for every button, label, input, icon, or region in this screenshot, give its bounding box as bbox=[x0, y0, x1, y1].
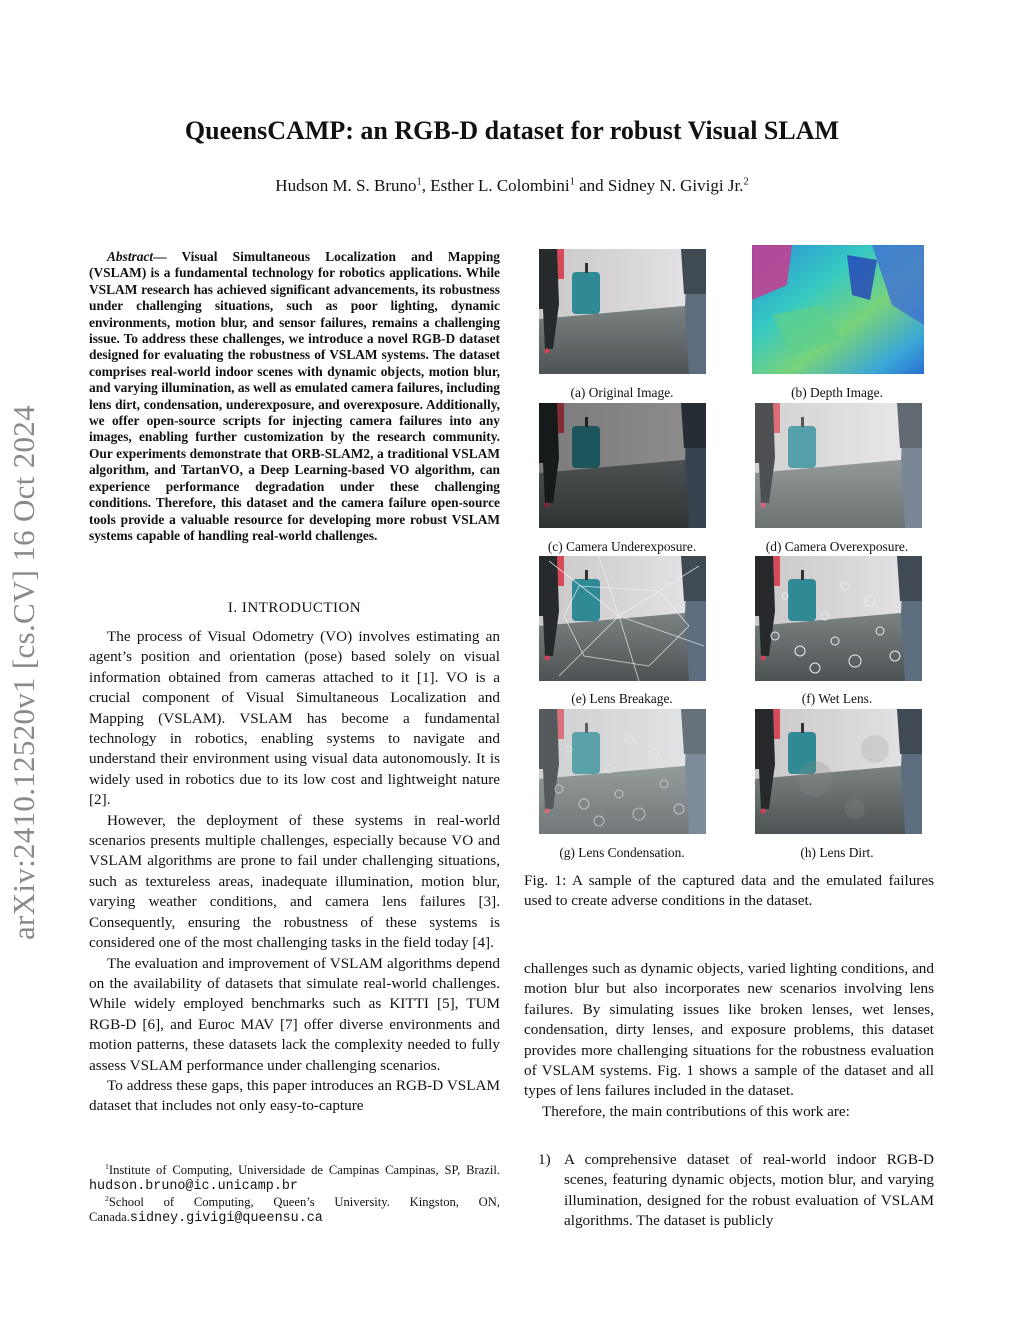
figure-lens-dirt bbox=[755, 709, 922, 834]
subfigure-caption: (a) Original Image. bbox=[570, 385, 674, 400]
subfigure-caption: (c) Camera Underexposure. bbox=[547, 539, 697, 554]
subfigure-caption: (h) Lens Dirt. bbox=[800, 845, 874, 860]
author-name: Esther L. Colombini bbox=[430, 176, 570, 195]
figure-label: Fig. 1: bbox=[524, 872, 567, 889]
paper-title: QueensCAMP: an RGB-D dataset for robust Visual SLAM bbox=[184, 116, 840, 145]
author-name: Sidney N. Givigi Jr. bbox=[607, 176, 744, 195]
figure-wet-lens bbox=[755, 556, 922, 681]
footnote-text: School of Computing, Queen’s University. Kingston, ON, Canada. bbox=[89, 1194, 500, 1225]
section-heading: I. INTRODUCTION bbox=[227, 600, 362, 616]
figure-lens-breakage bbox=[539, 556, 706, 681]
paragraph: However, the deployment of these systems in real-world scenarios presents multiple challenges, especially because VO and VSLAM algorithms are prone to fail under challenging situations, such as textureless areas, inadequate illumination, motion blur, varying weather conditions, and camera lens failures [3]. Consequently, ensuring the robustness of these systems is considered one of the most challenging tasks in the field today [4]. bbox=[89, 811, 500, 952]
email-link[interactable]: hudson.bruno@ic.unicamp.br bbox=[89, 1179, 298, 1195]
footnote-mark: 1 bbox=[105, 1161, 109, 1171]
subfigure-caption: (e) Lens Breakage. bbox=[571, 691, 673, 706]
figure-caption-text: A sample of the captured data and the emulated failures used to create adverse conditions in the dataset. bbox=[524, 872, 934, 909]
footnote bbox=[89, 1163, 500, 1195]
paragraph: The process of Visual Odometry (VO) involves estimating an agent’s position and orientation (pose) based solely on visual information obtained from cameras attached to it [1]. VO is a crucial component of Visual Simultaneous Localization and Mapping (VSLAM). VSLAM has become a fundamental technology in robotics, enabling systems to navigate and understand their environment using visual data autonomously. It is widely used in robotics due to its low cost and lightweight nature [2]. bbox=[89, 628, 500, 809]
subfigure-caption: (g) Lens Condensation. bbox=[559, 845, 685, 860]
arxiv-identifier: arXiv:2410.12520v1 [cs.CV] 16 Oct 2024 bbox=[6, 405, 41, 940]
paragraph: The evaluation and improvement of VSLAM algorithms depend on the availability of datasets that simulate real-world challenges. While widely employed benchmarks such as KITTI [5], TUM RGB-D [6], and Euroc MAV [7] offer diverse environments and motion patterns, these datasets lack the complexity needed to fully assess VSLAM performance under challenging scenarios. bbox=[89, 954, 500, 1074]
figure-camera-underexposure bbox=[539, 403, 706, 528]
author-name: Hudson M. S. Bruno bbox=[275, 176, 417, 195]
paragraph: challenges such as dynamic objects, varied lighting conditions, and motion blur but also incorporates new scenarios involving lens failures. By simulating issues like broken lenses, wet lenses, condensation, dirty lenses, and exposure problems, this dataset provides more challenging situations for the robustness evaluation of VSLAM systems. Fig. 1 shows a sample of the dataset and all types of lens failures included in the dataset. bbox=[524, 960, 934, 1100]
contributions-list bbox=[524, 1150, 934, 1232]
author-separator: , bbox=[421, 176, 431, 195]
subfigure-caption: (b) Depth Image. bbox=[791, 385, 883, 400]
abstract-text: — Visual Simultaneous Localization and Mapping (VSLAM) is a fundamental technology for robotics applications. While VSLAM research has achieved significant advancements, its robustness under challenging situations, such as poor lighting, dynamic environments, motion blur, and sensor failures, remains a challenging issue. To address these challenges, we introduce a novel RGB-D dataset designed for evaluating the robustness of VSLAM systems. The dataset comprises real-world indoor scenes with dynamic objects, motion blur, and varying illumination, as well as emulated camera failures, including lens dirt, condensation, underexposure, and overexposure. Additionally, we offer open-source scripts for injecting camera failures into any images, enabling further customization by the research community. Our experiments demonstrate that ORB-SLAM2, a traditional VSLAM algorithm, and TartanVO, a Deep Learning-based VO algorithm, can experience performance degradation under these challenging conditions. Therefore, this dataset and the camera failure open-source tools provide a valuable resource for developing more robust VSLAM systems capable of handling real-world challenges. bbox=[89, 249, 500, 543]
subfigure-caption: (f) Wet Lens. bbox=[801, 691, 873, 706]
footnote-text: Institute of Computing, Universidade de Campinas Campinas, SP, Brazil. bbox=[108, 1163, 500, 1177]
figure-lens-condensation bbox=[539, 709, 706, 834]
paragraph: To address these gaps, this paper introduces an RGB-D VSLAM dataset that includes not only easy-to-capture bbox=[89, 1076, 500, 1115]
author-list bbox=[0, 176, 1024, 196]
figure-camera-overexposure bbox=[755, 403, 922, 528]
affiliation-mark: 1 bbox=[569, 176, 575, 188]
footnote-mark: 2 bbox=[105, 1193, 109, 1203]
list-number: 1) bbox=[538, 1151, 551, 1168]
figure-original-image bbox=[539, 249, 706, 374]
abstract-label: Abstract bbox=[107, 249, 154, 264]
abstract bbox=[89, 249, 500, 544]
intro-body bbox=[89, 627, 500, 1117]
email-link[interactable]: sidney.givigi@queensu.ca bbox=[129, 1211, 323, 1227]
subfigure-caption: (d) Camera Overexposure. bbox=[765, 539, 909, 554]
paragraph: Therefore, the main contributions of this work are: bbox=[542, 1102, 850, 1120]
affiliation-mark: 2 bbox=[743, 176, 749, 188]
footnotes bbox=[89, 1163, 500, 1227]
affiliation-mark: 1 bbox=[416, 176, 422, 188]
author-separator: and bbox=[574, 176, 608, 195]
list-item-text: A comprehensive dataset of real-world indoor RGB-D scenes, featuring dynamic objects, motion blur, and varying illumination, designed for the robust evaluation of VSLAM algorithms. The dataset is publicly bbox=[564, 1151, 934, 1230]
figure-caption bbox=[524, 871, 934, 911]
figure-depth-image bbox=[752, 245, 924, 374]
right-column-body bbox=[524, 959, 934, 1122]
list-item bbox=[524, 1150, 934, 1232]
footnote bbox=[89, 1195, 500, 1227]
